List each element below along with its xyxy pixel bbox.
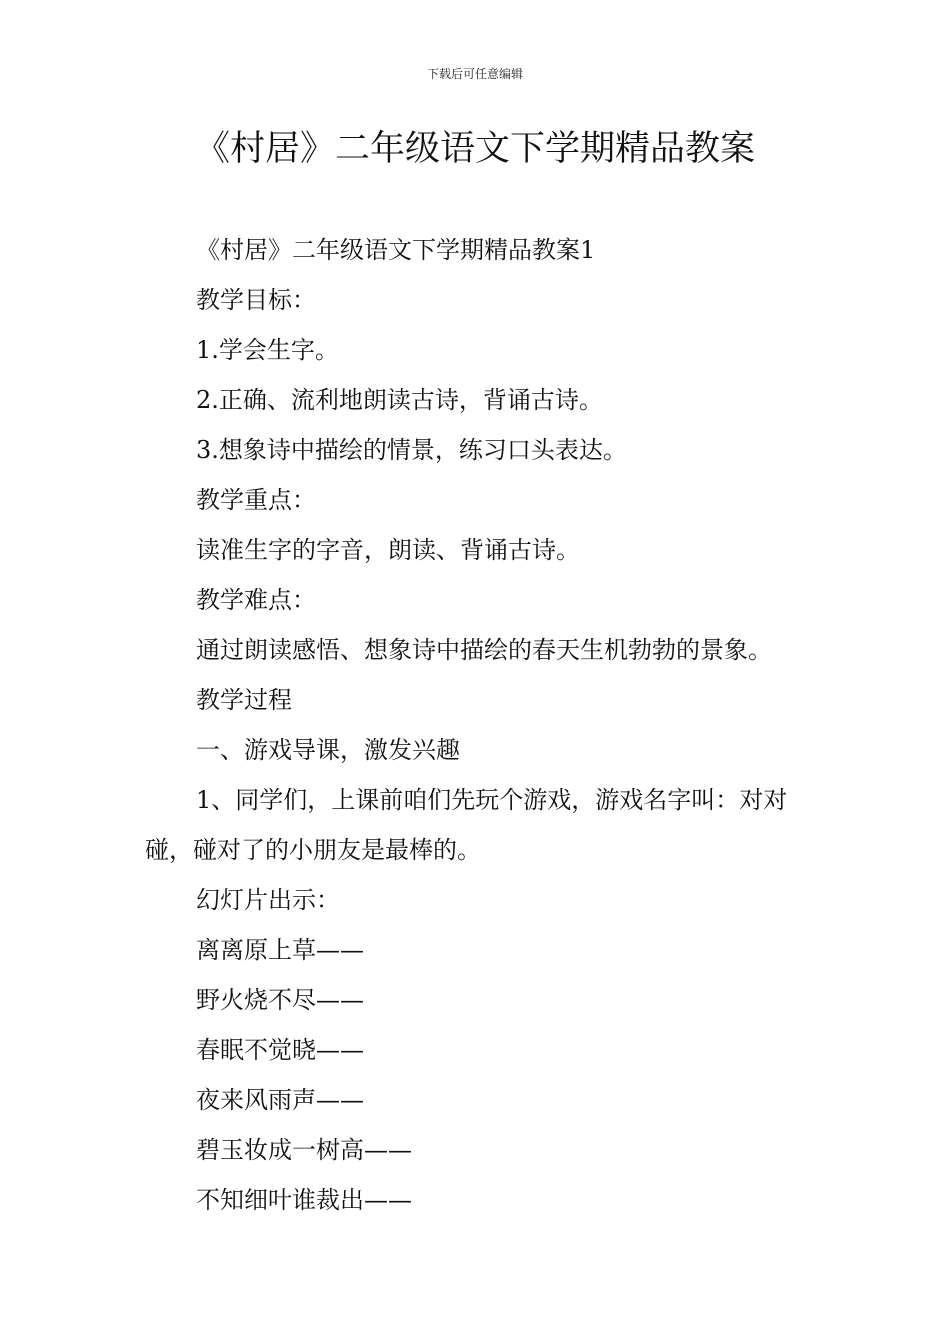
document-title: 《村居》二年级语文下学期精品教案 xyxy=(194,129,755,169)
objective-item: 2.正确、流利地朗读古诗，背诵古诗。 xyxy=(196,386,603,414)
process-step-heading: 一、游戏导课，激发兴趣 xyxy=(196,736,460,764)
lesson-heading: 《村居》二年级语文下学期精品教案1 xyxy=(196,236,596,264)
section-heading-objectives: 教学目标： xyxy=(196,286,316,314)
poem-line: 碧玉妆成一树高—— xyxy=(196,1136,412,1164)
document-body xyxy=(145,225,810,1225)
poem-line: 野火烧不尽—— xyxy=(196,986,364,1014)
poem-line: 夜来风雨声—— xyxy=(196,1086,364,1114)
process-step-text: 1、同学们，上课前咱们先玩个游戏，游戏名字叫：对对碰，碰对了的小朋友是最棒的。 xyxy=(145,786,788,864)
header-note: 下载后可任意编辑 xyxy=(426,67,523,81)
slide-intro: 幻灯片出示： xyxy=(196,886,340,914)
section-heading-difficulties: 教学难点： xyxy=(196,586,316,614)
difficulty-text: 通过朗读感悟、想象诗中描绘的春天生机勃勃的景象。 xyxy=(196,636,772,664)
poem-line: 春眠不觉晓—— xyxy=(196,1036,364,1064)
poem-line: 不知细叶谁裁出—— xyxy=(196,1186,412,1214)
section-heading-key-points: 教学重点： xyxy=(196,486,316,514)
objective-item: 1.学会生字。 xyxy=(196,336,339,364)
poem-line: 离离原上草—— xyxy=(196,936,364,964)
objective-item: 3.想象诗中描绘的情景，练习口头表达。 xyxy=(196,436,627,464)
key-point-text: 读准生字的字音，朗读、背诵古诗。 xyxy=(196,536,580,564)
section-heading-process: 教学过程 xyxy=(196,686,292,714)
